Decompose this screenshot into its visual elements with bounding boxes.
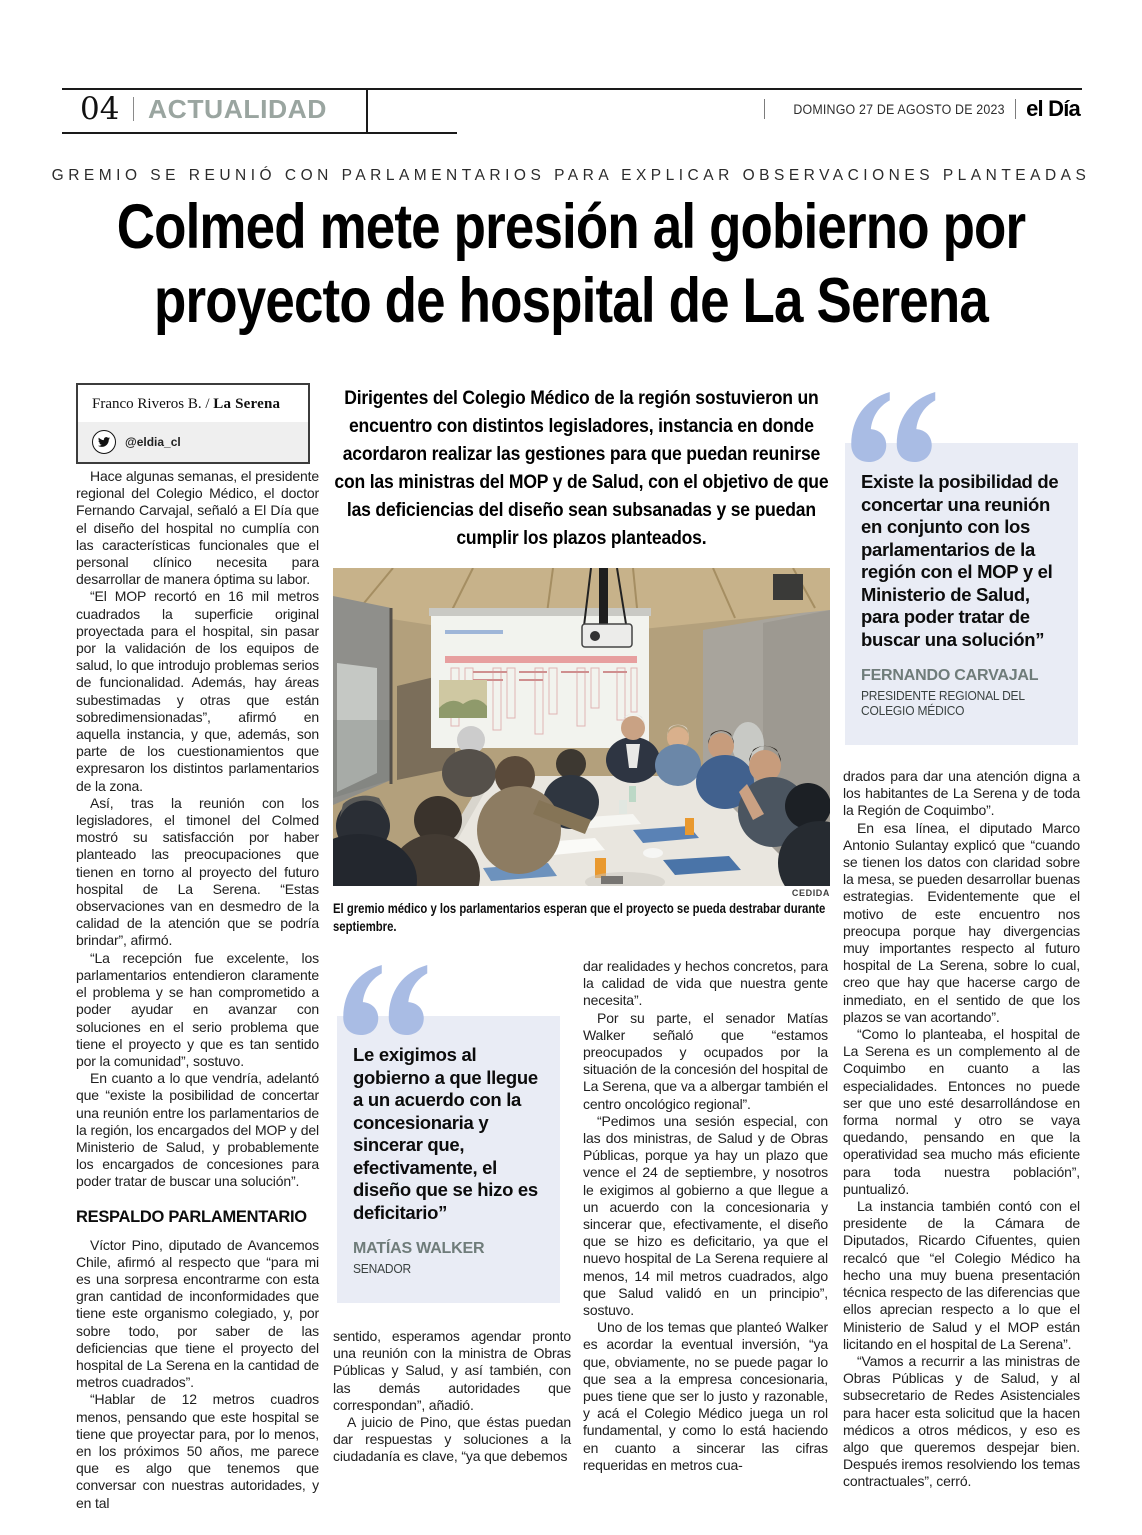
section-header: [80, 91, 328, 127]
article-paragraph: sentido, esperamos agendar pronto una reunión con la ministra de Obras Públicas y Salud, y así también, con las demás autoridades que correspondan”, añadió.: [333, 1328, 571, 1413]
projector-pole: [599, 568, 608, 630]
header-vertical-rule: [366, 89, 368, 134]
article-paragraph: Víctor Pino, diputado de Avancemos Chile, afirmó al respecto que “para mi es una sorpresa encontrarme con esta gran cantidad de inconformidades que tiene este organismo colegiado, y, por sobre todo, por saber de las deficiencias que tiene el proyecto del hospital de La Serena en la cantidad de metros cuadrados”.: [76, 1236, 319, 1391]
article-paragraph: Hace algunas semanas, el presidente regional del Colegio Médico, el doctor Fernando Carvajal, señaló a El Día que el diseño del hospital no cumplía con las características funcionales que el personal clínico necesita para desarrollar de manera óptima su labor.: [76, 468, 320, 588]
article-paragraph: “Hablar de 12 metros cuadros menos, pensando que este hospital se tiene que proyectar para, por lo menos, en los próximos 50 años, me parece que es algo que tenemos que conversar con nuestras autoridades, y en tal: [76, 1391, 319, 1511]
byline-box: [76, 383, 310, 464]
header-bottom-rule: [62, 132, 457, 134]
header-divider: [133, 97, 134, 121]
article-photo: [333, 568, 830, 886]
article-column-1: [76, 468, 319, 1512]
headline-line-2: proyecto de hospital de La Serena: [154, 266, 988, 336]
article-column-3: [333, 1328, 571, 1466]
headline-line-1: Colmed mete presión al gobierno por: [116, 192, 1026, 262]
social-strip: [78, 422, 308, 462]
article-column-5: [843, 768, 1080, 1491]
column-1-paragraphs-2: [76, 1237, 319, 1512]
article-paragraph: Así, tras la reunión con los legisladores, el timonel del Colmed mostró su satisfacción por haber planteado las preocupaciones que tienen en torno al proyecto del futuro hospital de La Serena. “Estas observaciones van en desmedro de la calidad de la atención que se podría brindar”, afirmó.: [76, 794, 319, 949]
kicker: GREMIO SE REUNIÓ CON PARLAMENTARIOS PARA EXPLICAR OBSERVACIONES PLANTEADAS: [51, 167, 1091, 184]
byline-author: Franco Riveros B. /: [92, 396, 210, 412]
section-subhead: RESPALDO PARLAMENTARIO: [76, 1207, 307, 1226]
quote-text: Le exigimos al gobierno a que llegue a un acuerdo con la concesionaria y sincerar que, efectivamente, el diseño que se hizo es deficitario”: [353, 1044, 538, 1223]
article-paragraph: “Pedimos una sesión especial, con las dos ministras, de Salud y de Obras Públicas, porque ya hay un plazo que vence el 24 de septiembre, y nosotros le exigimos al gobierno a que llegue a un acuerdo con la concesionaria y sincerar que, efectivamente, el diseño que se hizo es deficitario, ya que el nuevo hospital de La Serena requiere al menos, 14 mil metros cuadrados, algo que Salud validó en un principio”, sostuvo.: [583, 1112, 828, 1319]
header-top-rule: [62, 88, 1082, 90]
quote-box: [845, 443, 1078, 745]
brand-divider: [1015, 99, 1016, 119]
article-paragraph: Por su parte, el senador Matías Walker señaló que “estamos preocupados y ocupados por la situación de la concesión del hospital de La Serena, que va a albergar también el centro oncológico regional”.: [583, 1009, 828, 1112]
quote-attribution-name: MATÍAS WALKER: [353, 1240, 485, 1257]
article-paragraph: En cuanto a lo que vendría, adelantó que “existe la posibilidad de concertar una reunión entre los parlamentarios de la región, los encargados del MOP y del Ministerio de Salud, y probablemente los encargados de concesiones para poder tratar de buscar una solución”.: [76, 1070, 319, 1190]
article-paragraph: En esa línea, el diputado Marco Antonio Sulantay explicó que “cuando se tienen los datos con claridad sobre la mesa, se pueden desarrollar buenas estrategias. Evidentemente que el motivo de este encuentro nos preocupa porque hay divergencias muy importantes respecto al futuro hospital de La Serena, sobre lo cual, creo que hay que hacerse cargo de inmediato, en el sentido de que los plazos se van acortando”.: [843, 819, 1080, 1025]
article-column-4: [583, 958, 828, 1474]
page-number: 04: [80, 91, 120, 127]
photo-credit: CEDIDA: [791, 888, 830, 898]
quote-attribution-role: PRESIDENTE REGIONAL DEL COLEGIO MÉDICO: [861, 689, 1025, 718]
masthead: [764, 96, 1080, 122]
social-handle: @eldia_cl: [125, 435, 181, 449]
open-quote-icon: [845, 392, 945, 462]
article-paragraph: “Como lo planteaba, el hospital de La Serena es un complemento al de Coquimbo en cuanto a las especialidades. Entonces no puede ser que uno esté desarrollándose en forma normal y otro se vaya quedando, pensando en que la operatividad sea mucho más eficiente para toda nuestra población”, puntualizó.: [843, 1026, 1080, 1197]
byline: [78, 385, 308, 422]
article-paragraph: A juicio de Pino, que éstas puedan dar respuestas y soluciones a la ciudadanía es clave, “ya que debemos: [333, 1414, 571, 1465]
article-paragraph: drados para dar una atención digna a los habitantes de La Serena y de toda la Región de Coquimbo”.: [843, 768, 1080, 819]
lead-paragraph: Dirigentes del Colegio Médico de la región sostuvieron un encuentro con distintos legisladores, instancia en donde acordaron realizar las gestiones para que puedan reunirse con las ministras del MOP y de Salud, con el objetivo de que las deficiencias del diseño sean subsanadas y se puedan cumplir los plazos planteados.: [334, 387, 829, 549]
article-paragraph: La instancia también contó con el presidente de la Cámara de Diputados, Ricardo Cifuentes, quien recalcó que “el Colegio Médico ha hecho una muy buena presentación técnica respecto de las diferencias que ellos aprecian respecto a lo que el Ministerio de Salud y el MOP están licitando en el hospital de La Serena”.: [843, 1198, 1080, 1352]
quote-box: [337, 1016, 560, 1303]
column-1-paragraphs: [76, 468, 319, 1191]
open-quote-icon: [337, 965, 437, 1035]
article-paragraph: “El MOP recortó en 16 mil metros cuadrados la superficie original proyectada para el hospital, sin pasar por la validación de los equipos de salud, lo que introdujo problemas serios de funcionalidad. Además, hay áreas subestimadas y otras que están sobredimensionadas”, afirmó en aquella instancia, y que, además, son parte de los cuestionamientos que expresaron los distintos parlamentarios de la zona.: [76, 588, 319, 794]
article-paragraph: “La recepción fue excelente, los parlamentarios entendieron claramente el problema y se han comprometido a poder ayudar en avanzar con soluciones en el serio problema que tiene el proyecto y que es tan sentido por la comunidad”, sostuvo.: [76, 949, 319, 1069]
pull-quote-carvajal: [845, 392, 1078, 745]
twitter-icon: [92, 430, 116, 454]
issue-date: DOMINGO 27 DE AGOSTO DE 2023: [793, 101, 1006, 117]
quote-attribution-name: FERNANDO CARVAJAL: [861, 667, 1039, 684]
quote-attribution-role: SENADOR: [353, 1262, 412, 1276]
date-divider: [764, 99, 765, 119]
headline: [91, 190, 1050, 338]
projector: [582, 624, 632, 647]
article-paragraph: “Vamos a recurrir a las ministras de Obras Públicas y de Salud, y al subsecretario de Redes Asistenciales para hacer esta solicitud que la hacen médicos a otros médicos, y eso es algo que queremos despejar bien. Después iremos resolviendo los temas contractuales”, cerró.: [843, 1352, 1080, 1490]
byline-location: La Serena: [213, 396, 281, 412]
article-paragraph: Uno de los temas que planteó Walker es acordar la eventual inversión, “ya que, obviamente, no se puede pagar lo que sea a la empresa concesionaria, pues tiene que ser lo justo y razonable, y acá el Colegio Médico juega un rol fundamental, y como lo está haciendo en cuanto a sincerar las cifras requeridas en metros cua-: [583, 1319, 828, 1473]
photo-caption: El gremio médico y los parlamentarios esperan que el proyecto se pueda destrabar durante septiembre.: [333, 901, 826, 934]
newspaper-brand: el Día: [1026, 96, 1080, 121]
article-paragraph: dar realidades y hechos concretos, para la calidad de vida que nuestra gente necesita”.: [583, 958, 828, 1009]
pull-quote-walker: [337, 965, 560, 1303]
quote-text: Existe la posibilidad de concertar una reunión en conjunto con los parlamentarios de la región con el MOP y el Ministerio de Salud, para poder tratar de buscar una solución”: [861, 471, 1059, 650]
section-title: ACTUALIDAD: [148, 93, 328, 124]
